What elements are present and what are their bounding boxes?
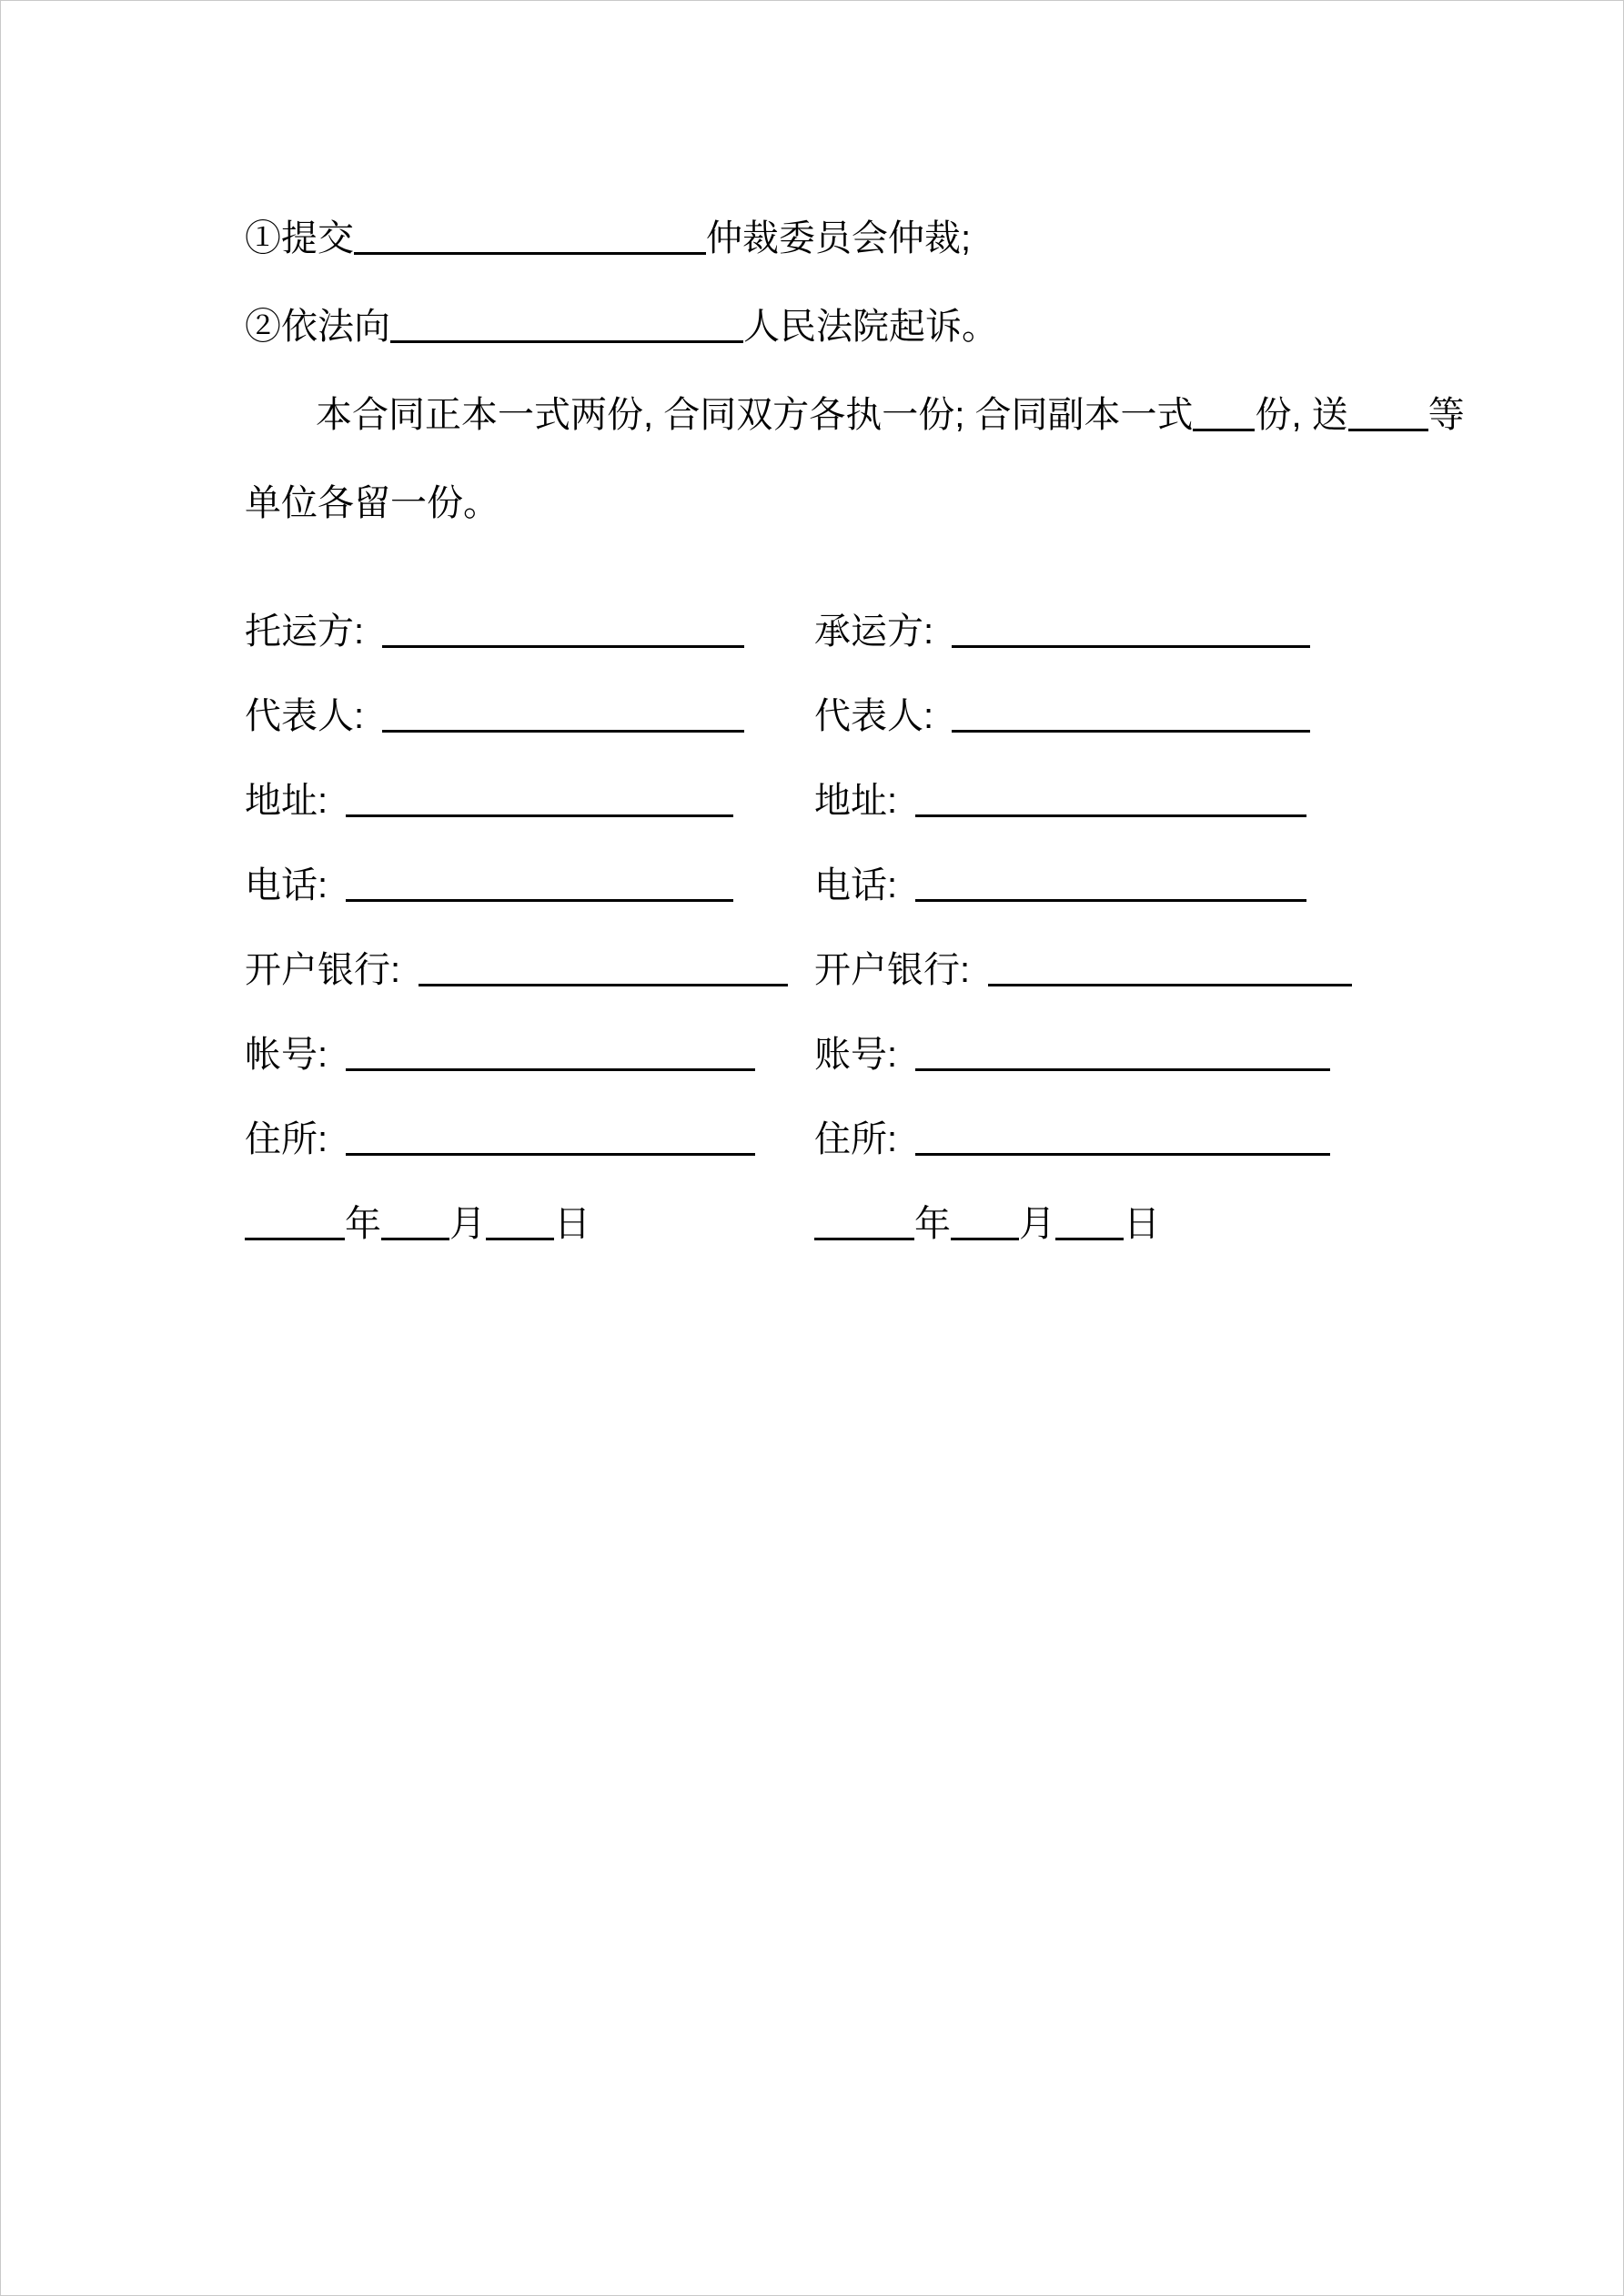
- copies-text-3: 等: [1427, 395, 1465, 435]
- copies-paragraph-line-1: [245, 371, 1465, 460]
- blank-line: [419, 956, 788, 986]
- clause-2-prefix: ②依法向: [245, 307, 390, 347]
- field-label: 开户银行:: [814, 950, 971, 990]
- field-label: 地址:: [245, 781, 328, 821]
- shipper-row-bank: [245, 928, 814, 1013]
- clause-2-suffix: 人民法院起诉。: [743, 307, 998, 347]
- field-label: 住所:: [814, 1119, 898, 1159]
- field-label: 电话:: [245, 865, 328, 905]
- field-label: 代表人:: [245, 696, 365, 736]
- signature-section: [245, 590, 1465, 1267]
- month-label: 月: [1019, 1204, 1055, 1244]
- blank-line: [382, 618, 744, 648]
- blank-line: [915, 872, 1306, 902]
- day-label: 日: [554, 1204, 590, 1244]
- blank-line: [382, 703, 744, 733]
- blank-line: [486, 1210, 554, 1240]
- blank-line: [814, 1210, 914, 1240]
- clause-1-prefix: ①提交: [245, 218, 354, 258]
- blank-line: [915, 787, 1306, 817]
- blank-line: [1193, 401, 1255, 431]
- carrier-row-residence: [814, 1097, 1352, 1182]
- blank-line: [354, 225, 706, 255]
- carrier-row-party: [814, 590, 1352, 674]
- blank-line: [346, 1126, 755, 1156]
- copies-text-1: 本合同正本一式两份, 合同双方各执一份; 合同副本一式: [316, 395, 1194, 435]
- shipper-row-account: [245, 1013, 814, 1097]
- field-label: 电话:: [814, 865, 898, 905]
- blank-line: [346, 872, 733, 902]
- field-label: 账号:: [814, 1035, 898, 1075]
- shipper-date-row: [245, 1182, 814, 1267]
- blank-line: [951, 1210, 1019, 1240]
- field-label: 托运方:: [245, 612, 365, 652]
- blank-line: [915, 1041, 1330, 1071]
- copies-text-2: 份, 送: [1255, 395, 1348, 435]
- field-label: 代表人:: [814, 696, 934, 736]
- blank-line: [390, 313, 743, 343]
- blank-line: [346, 1041, 755, 1071]
- shipper-row-representative: [245, 674, 814, 759]
- year-label: 年: [345, 1204, 381, 1244]
- carrier-row-phone: [814, 844, 1352, 928]
- clause-1-suffix: 仲裁委员会仲裁;: [706, 218, 972, 258]
- blank-line: [915, 1126, 1330, 1156]
- copies-text-4: 单位各留一份。: [245, 483, 499, 523]
- blank-line: [381, 1210, 449, 1240]
- arbitration-clause-1: [245, 195, 1465, 283]
- arbitration-clause-2: [245, 283, 1465, 371]
- carrier-row-address: [814, 759, 1352, 844]
- field-label: 住所:: [245, 1119, 328, 1159]
- blank-line: [1055, 1210, 1124, 1240]
- field-label: 承运方:: [814, 612, 934, 652]
- carrier-column: [814, 590, 1352, 1267]
- contract-content: [245, 195, 1465, 1267]
- shipper-row-party: [245, 590, 814, 674]
- blank-line: [1348, 401, 1428, 431]
- carrier-row-representative: [814, 674, 1352, 759]
- blank-line: [988, 956, 1352, 986]
- blank-line: [952, 618, 1310, 648]
- field-label: 地址:: [814, 781, 898, 821]
- shipper-row-residence: [245, 1097, 814, 1182]
- carrier-row-bank: [814, 928, 1352, 1013]
- year-label: 年: [914, 1204, 951, 1244]
- carrier-row-account: [814, 1013, 1352, 1097]
- month-label: 月: [449, 1204, 486, 1244]
- shipper-row-phone: [245, 844, 814, 928]
- field-label: 开户银行:: [245, 950, 401, 990]
- shipper-row-address: [245, 759, 814, 844]
- carrier-date-row: [814, 1182, 1352, 1267]
- blank-line: [346, 787, 733, 817]
- blank-line: [952, 703, 1310, 733]
- blank-line: [245, 1210, 345, 1240]
- day-label: 日: [1124, 1204, 1160, 1244]
- field-label: 帐号:: [245, 1035, 328, 1075]
- copies-paragraph-line-2: [245, 460, 1465, 548]
- shipper-column: [245, 590, 814, 1267]
